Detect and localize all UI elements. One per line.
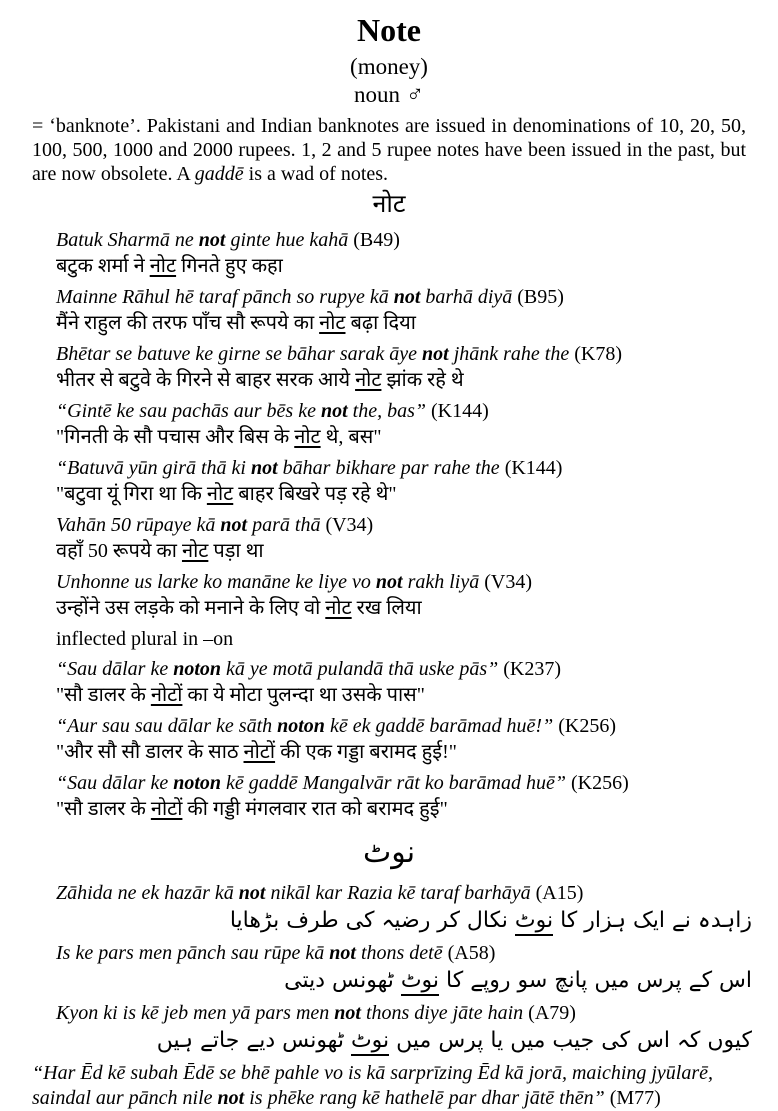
hindi-examples-list	[32, 228, 746, 823]
definition-post: is a wad of notes.	[243, 163, 389, 185]
keyword-underlined: नोट	[181, 540, 209, 562]
translit-post: nikāl kar Razia kē taraf barhāyā	[265, 882, 536, 904]
translit-pre: Zāhida ne ek hazār kā	[56, 882, 239, 904]
pos-line	[32, 81, 746, 109]
native-pre: बटुक शर्मा ने	[56, 255, 150, 277]
native-script-line	[56, 906, 752, 936]
translit-post: is phēke rang kē hathelē par dhar jātē thēn”	[244, 1087, 610, 1109]
definition-pre: = ‘banknote’. Pakistani and Indian banknotes are issued in denominations of 10, 20, 50, 100, 500, 1000 and 2000 rupees. 1, 2 and 5 rupee notes have been issued in the past, but are now obsolete. A	[32, 115, 746, 185]
reference-code: (K237)	[503, 658, 561, 680]
transliteration-line	[56, 1001, 746, 1026]
native-script-line	[56, 1026, 752, 1056]
translit-post: jhānk rahe the	[448, 343, 575, 365]
reference-code: (M77)	[609, 1087, 661, 1109]
native-post: نکال کر رضیہ کی طرف بڑھایا	[229, 908, 515, 933]
definition-italic-term: gaddē	[194, 163, 244, 185]
native-post: ٹھونس دیتی	[284, 968, 401, 993]
native-pre: اس کے پرس میں پانچ سو روپے کا	[439, 968, 752, 993]
keyword-underlined: نوٹ	[401, 968, 439, 996]
reference-code: (A79)	[528, 1002, 576, 1024]
transliteration-line	[56, 771, 746, 796]
translit-pre: Kyon ki is kē jeb men yā pars men	[56, 1002, 335, 1024]
reference-code: (K256)	[558, 715, 616, 737]
example-entry	[56, 771, 746, 823]
native-post: थे, बस"	[320, 426, 382, 448]
example-entry	[56, 657, 746, 709]
example-entry	[56, 714, 746, 766]
keyword-bold: not	[250, 457, 278, 479]
transliteration-line	[56, 881, 746, 906]
translit-post: parā thā	[247, 514, 326, 536]
keyword-bold: not	[393, 286, 421, 308]
example-entry	[56, 513, 746, 565]
native-pre: زاہدہ نے ایک ہزار کا	[553, 908, 752, 933]
keyword-underlined: नोट	[294, 426, 321, 448]
translit-post: kē gaddē Mangalvār rāt ko barāmad huē”	[221, 772, 571, 794]
example-entry	[56, 342, 746, 394]
example-entry	[56, 941, 752, 996]
example-entry	[56, 399, 746, 451]
native-post: गिनते हुए कहा	[176, 255, 283, 277]
translit-pre: “Sau dālar ke	[56, 658, 174, 680]
native-post: बाहर बिखरे पड़ रहे थे"	[233, 483, 397, 505]
keyword-bold: noton	[173, 658, 222, 680]
transliteration-line	[56, 342, 746, 367]
translit-pre: Batuk Sharmā ne	[56, 229, 199, 251]
masculine-gender-icon: ♂	[406, 82, 424, 108]
native-post: का ये मोटा पुलन्दा था उसके पास"	[182, 684, 425, 706]
hindi-headword: नोट	[372, 191, 406, 218]
native-post: झांक रहे थे	[381, 369, 464, 391]
headword: Note	[357, 12, 421, 48]
definition-text	[32, 114, 746, 186]
native-script-line	[56, 253, 746, 280]
keyword-bold: not	[220, 514, 248, 536]
example-entry	[56, 570, 746, 622]
native-post: बढ़ा दिया	[345, 312, 416, 334]
translit-pre: Unhonne us larke ko manāne ke liye vo	[56, 571, 376, 593]
native-pre: کیوں کہ اس کی جیب میں یا پرس میں	[389, 1028, 752, 1053]
reference-code: (A15)	[535, 882, 584, 904]
transliteration-line	[56, 285, 746, 310]
keyword-underlined: नोट	[206, 483, 234, 505]
transliteration-line	[56, 657, 746, 682]
native-script-line	[56, 595, 746, 622]
native-pre: "बटुवा यूं गिरा था कि	[56, 483, 207, 505]
keyword-underlined: नोटों	[243, 741, 276, 763]
native-pre: वहाँ 50 रूपये का	[56, 540, 182, 562]
keyword-underlined: نوٹ	[515, 908, 553, 936]
keyword-bold: not	[217, 1087, 245, 1109]
transliteration-line	[56, 513, 746, 538]
translit-post: thons detē	[355, 942, 448, 964]
translit-pre: “Batuvā yūn girā thā ki	[56, 457, 251, 479]
native-script-line	[56, 682, 746, 709]
example-entry	[56, 456, 746, 508]
example-entry	[32, 1061, 746, 1111]
transliteration-line	[56, 714, 746, 739]
translit-pre: “Gintē ke sau pachās aur bēs ke	[56, 400, 321, 422]
native-pre: "और सौ सौ डालर के साठ	[56, 741, 244, 763]
translit-pre: Mainne Rāhul hē taraf pānch so rupye kā	[56, 286, 394, 308]
native-post: रख लिया	[351, 597, 422, 619]
keyword-underlined: नोटों	[150, 798, 183, 820]
example-entry	[56, 285, 746, 337]
keyword-bold: not	[198, 229, 226, 251]
keyword-bold: not	[320, 400, 348, 422]
keyword-bold: noton	[277, 715, 325, 737]
native-pre: "सौ डालर के	[56, 684, 151, 706]
keyword-underlined: نوٹ	[351, 1028, 389, 1056]
translit-post: ginte hue kahā	[225, 229, 354, 251]
keyword-underlined: नोट	[319, 312, 346, 334]
keyword-underlined: नोट	[355, 369, 382, 391]
reference-code: (K144)	[504, 457, 563, 479]
translit-pre: Is ke pars men pānch sau rūpe kā	[56, 942, 330, 964]
translit-pre: Vahān 50 rūpaye kā	[56, 514, 221, 536]
reference-code: (K256)	[570, 772, 629, 794]
keyword-bold: not	[375, 571, 403, 593]
reference-code: (K78)	[574, 343, 622, 365]
native-script-line	[56, 966, 752, 996]
native-pre: उन्होंने उस लड़के को मनाने के लिए वो	[56, 597, 326, 619]
example-entry	[56, 881, 752, 936]
translit-post: kā ye motā pulandā thā uske pās”	[221, 658, 504, 680]
translit-post: thons diye jāte hain	[360, 1002, 529, 1024]
keyword-underlined: नोटों	[150, 684, 183, 706]
keyword-bold: noton	[173, 772, 222, 794]
translit-post: rakh liyā	[402, 571, 485, 593]
keyword-bold: not	[334, 1002, 361, 1024]
urdu-examples-list	[32, 881, 752, 1111]
native-script-line	[56, 796, 746, 823]
sense-label: (money)	[350, 54, 428, 79]
keyword-underlined: नोट	[325, 597, 352, 619]
reference-code: (V34)	[484, 571, 533, 593]
translit-pre: “Sau dālar ke	[56, 772, 174, 794]
native-pre: "गिनती के सौ पचास और बिस के	[56, 426, 295, 448]
native-post: पड़ा था	[208, 540, 264, 562]
transliteration-line	[56, 570, 746, 595]
keyword-bold: not	[329, 942, 356, 964]
reference-code: (B49)	[353, 229, 400, 251]
translit-pre: Bhētar se batuve ke girne se bāhar sarak āye	[56, 343, 423, 365]
reference-code: (V34)	[325, 514, 374, 536]
native-script-line	[56, 538, 746, 565]
native-script-line	[56, 739, 746, 766]
native-post: ٹھونس دیے جاتے ہیں	[156, 1028, 351, 1053]
native-script-line	[56, 310, 746, 337]
native-pre: भीतर से बटुवे के गिरने से बाहर सरक आये	[56, 369, 356, 391]
translit-pre: “Har Ēd kē subah Ēdē se bhē pahle vo is kā sarprīzing Ēd kā jorā, maiching jyūlarē, saindal aur pānch nile	[32, 1062, 714, 1109]
native-post: की गड्डी मंगलवार रात को बरामद हुई"	[182, 798, 448, 820]
translit-pre: “Aur sau sau dālar ke sāth	[56, 715, 278, 737]
keyword-underlined: नोट	[149, 255, 177, 277]
reference-code: (B95)	[517, 286, 564, 308]
reference-code: (A58)	[447, 942, 496, 964]
transliteration-line	[32, 1061, 746, 1111]
reference-code: (K144)	[430, 400, 489, 422]
transliteration-line	[56, 399, 746, 424]
pos-label: noun	[354, 82, 400, 107]
keyword-bold: not	[422, 343, 449, 365]
inflection-note: inflected plural in –on	[56, 628, 234, 650]
example-entry	[56, 1001, 752, 1056]
transliteration-line	[56, 228, 746, 253]
transliteration-line	[56, 456, 746, 481]
translit-post: bāhar bikhare par rahe the	[277, 457, 505, 479]
native-script-line	[56, 481, 746, 508]
example-entry	[56, 228, 746, 280]
urdu-headword: نوٹ	[362, 835, 416, 870]
native-pre: मैंने राहुल की तरफ पाँच सौ रूपये का	[56, 312, 320, 334]
native-post: की एक गड्डा बरामद हुई!"	[275, 741, 457, 763]
native-script-line	[56, 367, 746, 394]
translit-post: barhā diyā	[420, 286, 518, 308]
keyword-bold: not	[238, 882, 266, 904]
translit-post: the, bas”	[347, 400, 431, 422]
native-pre: "सौ डालर के	[56, 798, 151, 820]
native-script-line	[56, 424, 746, 451]
translit-post: kē ek gaddē barāmad huē!”	[324, 715, 559, 737]
transliteration-line	[56, 941, 746, 966]
